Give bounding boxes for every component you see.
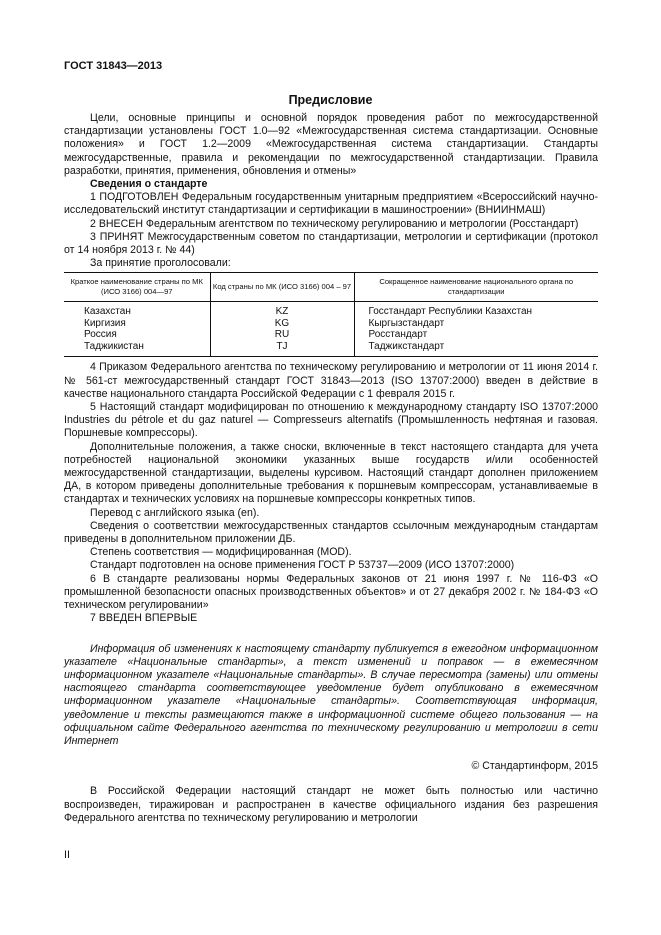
item-7: 7 ВВЕДЕН ВПЕРВЫЕ	[90, 612, 198, 625]
table-header-code: Код страны по МК (ИСО 3166) 004 – 97	[210, 273, 354, 302]
translation-note: Перевод с английского языка (en).	[90, 506, 260, 519]
table-row	[64, 341, 598, 357]
about-standard-heading: Сведения о стандарте	[90, 178, 208, 191]
item-3: 3 ПРИНЯТ Межгосударственным советом по стандартизации, метрологии и сертификации (протокол от 14 ноября 2013 г. № 44)	[64, 230, 598, 257]
item-1: 1 ПОДГОТОВЛЕН Федеральным государственным унитарным предприятием «Всероссийский научно-исследовательский институт стандартизации и сертификации в машиностроении» (ВНИИНМАШ)	[64, 191, 598, 217]
prepared-note: Стандарт подготовлен на основе применения ГОСТ Р 53737—2009 (ИСО 13707:2000)	[90, 559, 515, 572]
table-cell-code: KG	[210, 318, 354, 330]
changes-info: Информация об изменениях к настоящему стандарту публикуется в ежегодном информационном указателе «Национальные стандарты», а текст изменений и поправок — в ежемесячном информационном указателе «Национальные стандарты». В случае пересмотра (замены) или отмены настоящего стандарта соответствующее уведомление будет опубликовано в ежемесячном информационном указателе «Национальные стандарты». Соответствующая информация, уведомление и тексты размещаются также в информационной системе общего пользования — на официальном сайте Федерального агентства по техническому регулированию и метрологии в сети Интернет	[64, 642, 598, 747]
reproduction-notice: В Российской Федерации настоящий стандарт не может быть полностью или частично воспроизведен, тиражирован и распространен в качестве официального издания без разрешения Федерального агентства по техническому регулированию и метрологии	[64, 785, 598, 824]
table-header-body: Сокращенное наименование национального органа по стандартизации	[354, 273, 598, 302]
table-cell-country: Россия	[84, 329, 117, 341]
table-cell-country: Казахстан	[84, 306, 131, 318]
table-cell-body: Госстандарт Республики Казахстан	[354, 302, 598, 318]
document-code: ГОСТ 31843—2013	[64, 60, 163, 72]
item-2: 2 ВНЕСЕН Федеральным агентством по техническому регулированию и метрологии (Росстандарт)	[90, 217, 579, 230]
countries-table	[64, 272, 598, 357]
table-row	[64, 302, 598, 318]
table-cell-country: Таджикистан	[64, 341, 210, 357]
additional-provisions: Дополнительные положения, а также сноски, включенные в текст настоящего стандарта для учета потребностей национальной экономики указанных выше государств и/или особенностей межгосударственной стандартизации, выделены курсивом. Настоящий стандарт дополнен приложением ДА, в котором приведены дополнительные требования к поршневым компрессорам, устанавливаемые в стандартах и технических условиях на поршневые компрессоры конкретных типов.	[64, 440, 598, 506]
correspondence-note: Сведения о соответствии межгосударственных стандартов ссылочным международным стандартам приведены в дополнительном приложении ДБ.	[64, 519, 598, 546]
table-cell-body: Таджикстандарт	[354, 341, 598, 357]
foreword-body	[64, 112, 598, 825]
degree-note: Степень соответствия — модифицированная (MOD).	[90, 546, 352, 559]
table-cell-code: KZ	[210, 302, 354, 318]
table-row	[64, 329, 598, 341]
table-cell-body: Росстандарт	[354, 329, 598, 341]
page-title: Предисловие	[288, 93, 373, 107]
item-4: 4 Приказом Федерального агентства по техническому регулированию и метрологии от 11 июня 2014 г. № 561-ст межгосударственный стандарт ГОСТ 31843—2013 (ISO 13707:2000) введен в действие в качестве национального стандарта Российской Федерации с 1 февраля 2015 г.	[64, 361, 598, 400]
voted-label: За принятие проголосовали:	[90, 257, 231, 270]
page-number: II	[64, 849, 70, 861]
table-cell-body: Кыргызстандарт	[354, 318, 598, 330]
table-header-country: Краткое наименование страны по МК (ИСО 3166) 004—97	[64, 273, 210, 302]
table-cell-country: Киргизия	[84, 317, 126, 329]
table-header-row	[64, 273, 598, 302]
item-5: 5 Настоящий стандарт модифицирован по отношению к международному стандарту ISO 13707:2000 Industries du pétrole et du gaz naturel — Compresseurs alternatifs (Промышленность нефтяная и газовая. Поршневые компрессоры).	[64, 401, 598, 440]
copyright-notice: © Стандартинформ, 2015	[471, 760, 598, 773]
item-6: 6 В стандарте реализованы нормы Федеральных законов от 21 июня 1997 г. № 116-ФЗ «О промышленной безопасности опасных производственных объектов» и от 27 декабря 2002 г. № 184-ФЗ «О техническом регулировании»	[64, 572, 598, 612]
table-row	[64, 318, 598, 330]
table-cell-code: RU	[210, 329, 354, 341]
table-cell-code: TJ	[210, 341, 354, 357]
intro-paragraph: Цели, основные принципы и основной порядок проведения работ по межгосударственной стандартизации установлены ГОСТ 1.0—92 «Межгосударственная система стандартизации. Основные положения» и ГОСТ 1.2—2009 «Межгосударственная система стандартизации. Стандарты межгосударственные, правила и рекомендации по межгосударственной стандартизации. Правила разработки, принятия, применения, обновления и отмены»	[64, 112, 598, 177]
